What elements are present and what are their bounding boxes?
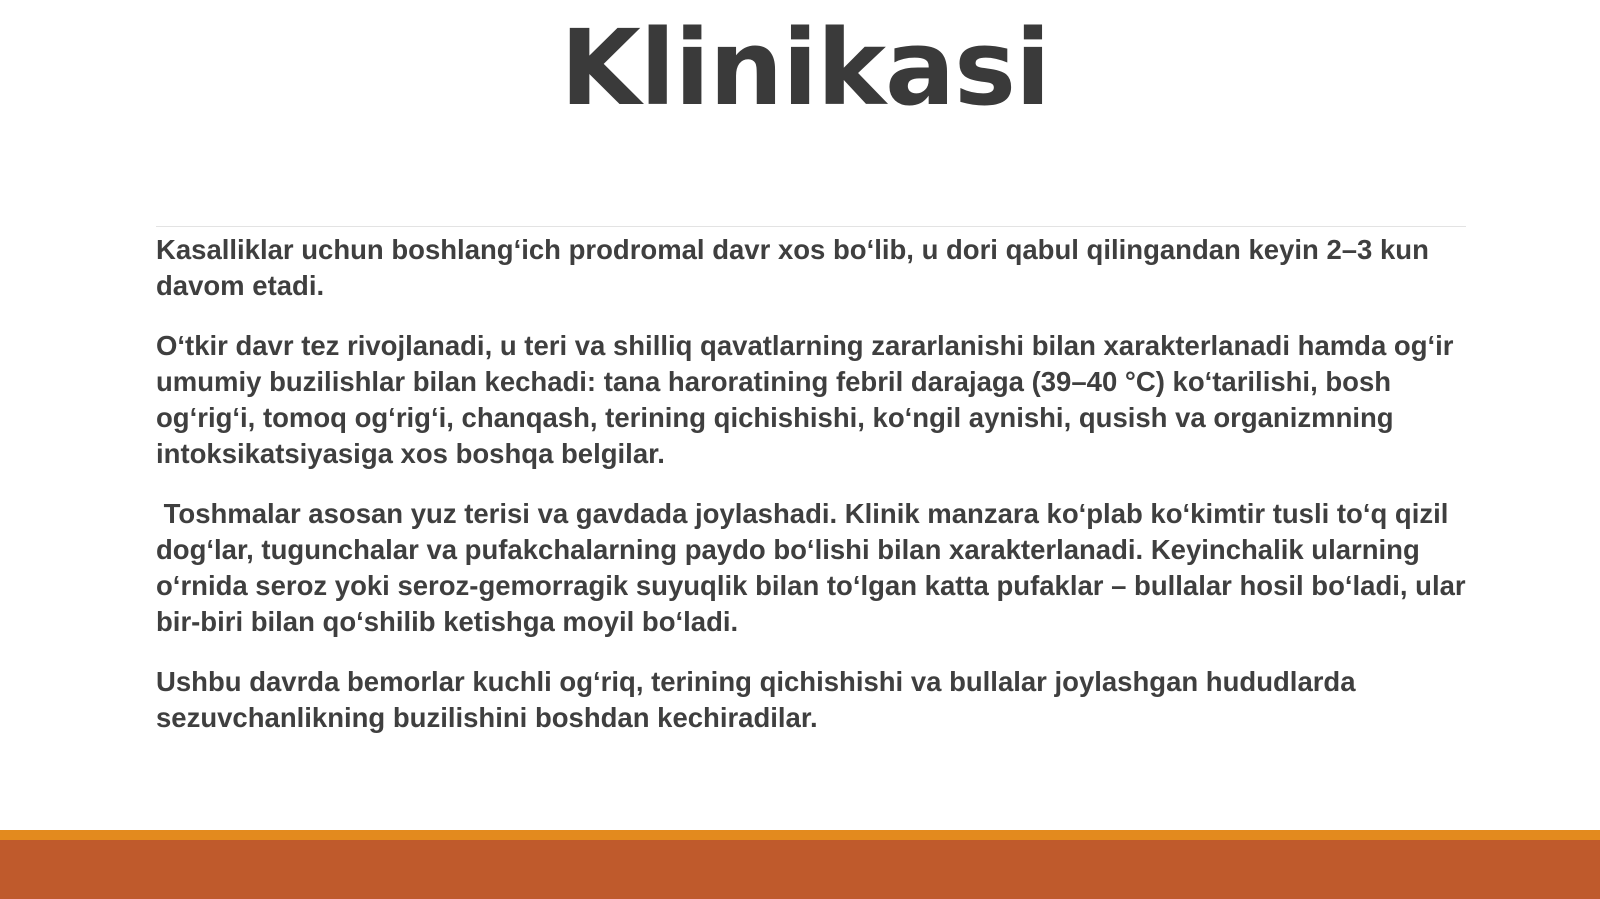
slide-title: Klinikasi bbox=[560, 7, 1050, 129]
body-paragraph-rash: Toshmalar asosan yuz terisi va gavdada joylashadi. Klinik manzara ko‘plab ko‘kimtir tusli to‘q qizil dog‘lar, tugunchalar va pufakchalarning paydo bo‘lishi bilan xarakterlanadi. Keyinchalik ularning o‘rnida seroz yoki seroz-gemorragik suyuqlik bilan to‘lgan katta pufaklar – bullalar hosil bo‘ladi, ular bir-biri bilan qo‘shilib ketishga moyil bo‘ladi. bbox=[156, 498, 1474, 637]
footer-band bbox=[0, 840, 1600, 899]
slide-body bbox=[156, 232, 1474, 760]
title-divider bbox=[156, 226, 1466, 227]
body-paragraph-prodromal: Kasalliklar uchun boshlang‘ich prodromal davr xos bo‘lib, u dori qabul qilingandan keyin 2–3 kun davom etadi. bbox=[156, 234, 1429, 301]
footer-accent-stripe bbox=[0, 830, 1600, 840]
body-paragraph-acute-period: O‘tkir davr tez rivojlanadi, u teri va shilliq qavatlarning zararlanishi bilan xarakterlanadi hamda og‘ir umumiy buzilishlar bilan kechadi: tana haroratining febril darajaga (39–40 °C) ko‘tarilishi, bosh og‘rig‘i, tomoq og‘rig‘i, chanqash, terining qichishishi, ko‘ngil aynishi, qusish va organizmning intoksikatsiyasiga xos boshqa belgilar. bbox=[156, 330, 1454, 469]
body-paragraph-symptoms: Ushbu davrda bemorlar kuchli og‘riq, terining qichishishi va bullalar joylashgan hududlarda sezuvchanlikning buzilishini boshdan kechiradilar. bbox=[156, 666, 1356, 733]
